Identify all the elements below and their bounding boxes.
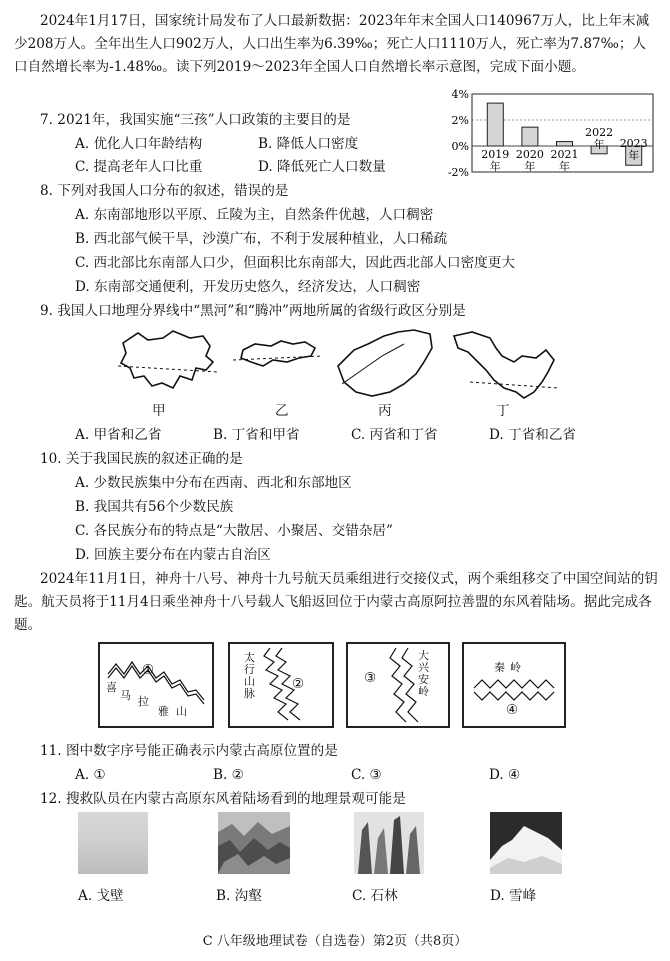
mountain-box-2-number: ② [292, 676, 305, 692]
province-jia-outline [118, 328, 218, 393]
province-yi-outline [233, 338, 323, 378]
chart-x-label-unit: 年 [559, 160, 570, 173]
q7-option-b[interactable]: B. 降低人口密度 [258, 136, 359, 152]
chart-bar [522, 127, 538, 146]
q8-stem: 8. 下列对我国人口分布的叙述，错误的是 [40, 183, 289, 199]
q11-option-a[interactable]: A. ① [75, 767, 106, 783]
q9-option-c[interactable]: C. 丙省和丁省 [351, 427, 438, 443]
q12-option-b[interactable]: B. 沟壑 [216, 888, 262, 904]
mountain-box-4-char-2: 岭 [510, 661, 521, 674]
q9-option-a[interactable]: A. 甲省和乙省 [75, 427, 162, 443]
stone-forest-photo [354, 812, 424, 874]
mountain-box-1-char-2: 马 [120, 689, 131, 702]
mountain-box-1-char-3: 拉 [138, 695, 149, 708]
q10-option-b[interactable]: B. 我国共有56个少数民族 [75, 499, 234, 515]
q8-option-a[interactable]: A. 东南部地形以平原、丘陵为主，自然条件优越，人口稠密 [75, 207, 434, 223]
q11-option-c[interactable]: C. ③ [351, 767, 382, 783]
q8-option-b[interactable]: B. 西北部气候干旱，沙漠广布，不利于发展种植业，人口稀疏 [75, 231, 448, 247]
mountain-box-2-char-1: 太 [244, 651, 255, 664]
chart-bar [557, 142, 573, 146]
q10-option-a[interactable]: A. 少数民族集中分布在西南、西北和东部地区 [75, 475, 352, 491]
mountain-box-4-char-1: 秦 [494, 661, 505, 674]
q7-stem: 7. 2021年，我国实施“三孩”人口政策的主要目的是 [40, 112, 351, 128]
mountain-box-3-char-3: 安 [418, 673, 429, 686]
q12-stem: 12. 搜救队员在内蒙古高原东风着陆场看到的地理景观可能是 [40, 791, 406, 807]
q8-option-c[interactable]: C. 西北部比东南部人口少，但面积比东南部大，因此西北部人口密度更大 [75, 255, 515, 271]
mountain-box-1-char-1: 喜 [106, 681, 117, 694]
q7-option-a[interactable]: A. 优化人口年龄结构 [75, 136, 203, 152]
q12-option-a[interactable]: A. 戈壁 [78, 888, 124, 904]
chart-y-tick-label: 4% [451, 88, 469, 101]
province-ding-outline [450, 326, 560, 401]
mountain-box-4-number: ④ [506, 702, 519, 718]
intro2-paragraph: 2024年11月1日，神舟十八号、神舟十九号航天员乘组进行交接仪式，两个乘组移交了中国空间站的钥匙。航天员将于11月4日乘坐神舟十八号载人飞船返回位于内蒙古高原阿拉善盟的东风着陆场。据此完成各题。 [14, 571, 658, 633]
map-label-bing: 丙 [378, 403, 392, 419]
chart-y-tick-label: 2% [451, 114, 469, 127]
q7-option-c[interactable]: C. 提高老年人口比重 [75, 159, 203, 175]
mountain-box-4 [462, 642, 566, 728]
q9-option-d[interactable]: D. 丁省和乙省 [489, 427, 577, 443]
chart-x-label-year: 2019 [481, 148, 510, 161]
q9-stem: 9. 我国人口地理分界线中“黑河”和“腾冲”两地所属的省级行政区分别是 [40, 303, 466, 319]
q12-option-d[interactable]: D. 雪峰 [490, 888, 537, 904]
q9-option-b[interactable]: B. 丁省和甲省 [213, 427, 300, 443]
chart-x-label-year: 2022 [585, 125, 614, 139]
mountain-box-3-char-4: 岭 [418, 685, 429, 698]
mountain-box-3-char-2: 兴 [418, 661, 429, 674]
chart-x-label-unit: 年 [524, 160, 536, 173]
chart-y-tick-label: 0% [451, 140, 469, 153]
chart-x-label-year: 2020 [515, 148, 544, 161]
chart-x-label-unit: 年 [489, 160, 501, 173]
q10-option-d[interactable]: D. 回族主要分布在内蒙古自治区 [75, 547, 271, 563]
q11-option-b[interactable]: B. ② [213, 767, 244, 783]
mountain-box-2 [228, 642, 334, 728]
map-label-yi: 乙 [275, 403, 289, 419]
q10-option-c[interactable]: C. 各民族分布的特点是“大散居、小聚居、交错杂居” [75, 523, 393, 539]
map-label-ding: 丁 [496, 403, 510, 419]
chart-x-label-year: 2023 [619, 137, 648, 151]
intro-paragraph: 2024年1月17日，国家统计局发布了人口最新数据：2023年年末全国人口140967万人，比上年末减少208万人。全年出生人口902万人，人口出生率为6.39‰；死亡人口1110万人，死亡率为7.87‰；人口自然增长率为-1.48‰。读下列2019～2023年全国人口自然增长率示意图，完成下面小题。 [14, 13, 650, 75]
snow-peak-photo [490, 812, 562, 874]
map-label-jia: 甲 [152, 403, 166, 419]
mountain-box-1-char-5: 山 [176, 705, 187, 718]
mountain-box-2-char-3: 山 [244, 675, 255, 688]
growth-rate-chart [440, 88, 655, 183]
province-bing-outline [332, 326, 437, 401]
mountain-box-3-number: ③ [364, 670, 377, 686]
page-footer: C 八年级地理试卷（自选卷）第2页（共8页） [202, 934, 468, 949]
gully-photo [218, 812, 290, 874]
chart-y-tick-label: -2% [447, 166, 469, 179]
mountain-box-3-char-1: 大 [418, 649, 429, 662]
q11-option-d[interactable]: D. ④ [489, 767, 521, 783]
mountain-box-2-char-2: 行 [244, 663, 255, 676]
chart-x-label-unit: 年 [593, 137, 605, 151]
mountain-box-2-char-4: 脉 [244, 687, 255, 700]
mountain-box-1 [98, 642, 214, 728]
q12-option-c[interactable]: C. 石林 [352, 888, 398, 904]
q8-option-d[interactable]: D. 东南部交通便利，开发历史悠久，经济发达，人口稠密 [75, 279, 421, 295]
mountain-box-1-char-4: 雅 [158, 705, 169, 718]
q11-stem: 11. 图中数字序号能正确表示内蒙古高原位置的是 [40, 743, 338, 759]
mountain-box-1-number: ① [142, 662, 155, 678]
gobi-photo [78, 812, 148, 874]
chart-bar [487, 103, 503, 146]
q10-stem: 10. 关于我国民族的叙述正确的是 [40, 451, 243, 467]
mountain-box-3 [346, 642, 450, 728]
chart-x-label-year: 2021 [550, 148, 579, 161]
q7-option-d[interactable]: D. 降低死亡人口数量 [258, 159, 386, 175]
chart-x-label-unit: 年 [628, 149, 640, 163]
